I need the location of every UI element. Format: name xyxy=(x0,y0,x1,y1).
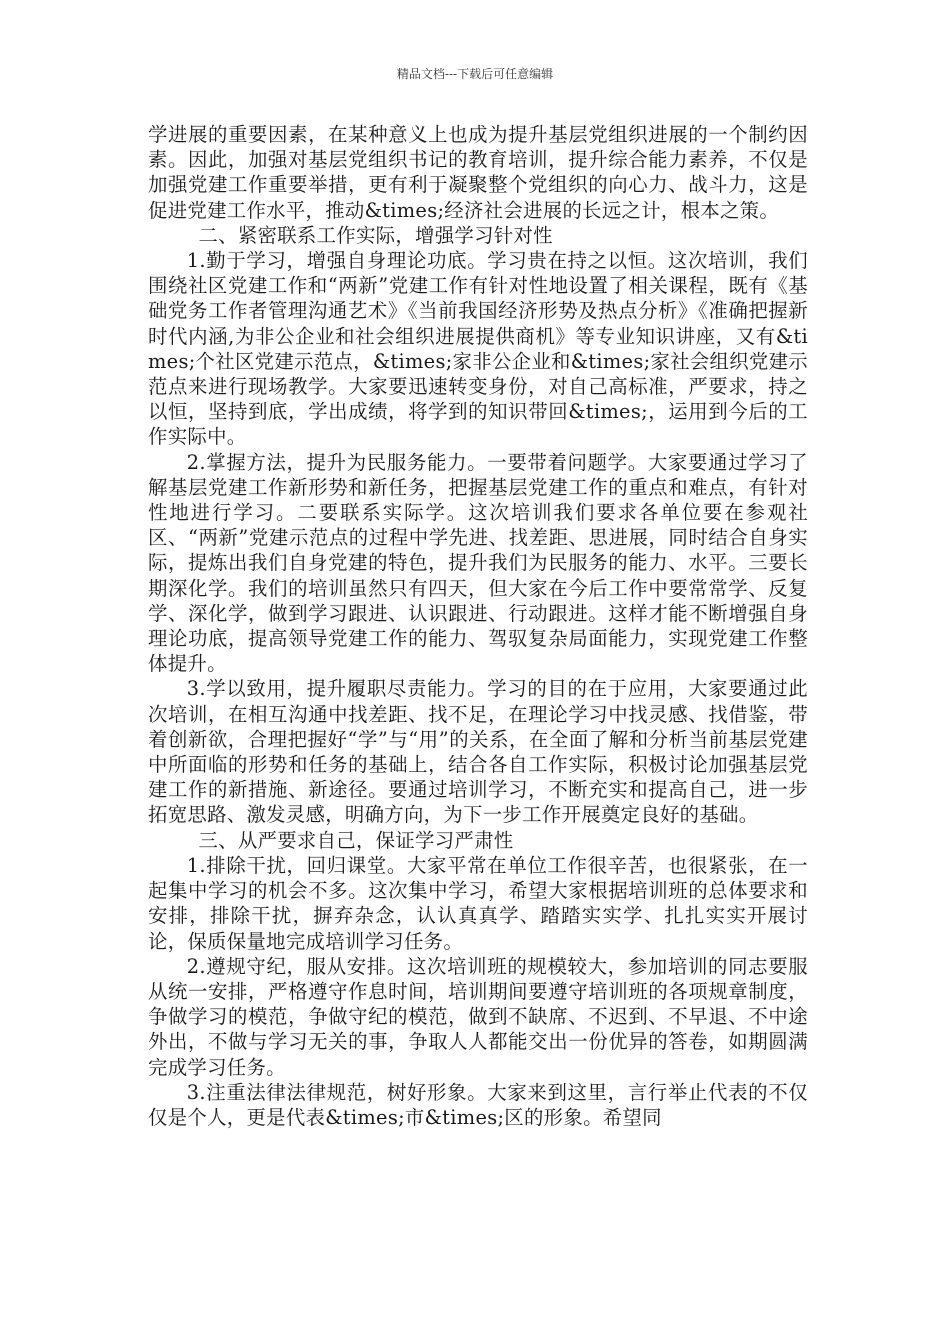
section-heading-3: 三、从严要求自己，保证学习严肃性 xyxy=(198,828,514,852)
paragraph-study-diligently: 1.勤于学习，增强自身理论功底。学习贵在持之以恒。这次培训，我们围绕社区党建工作和“两新”党建工作有针对性地设置了相关课程，既有《基础党务工作者管理沟通艺术》《当前我国经济形势及热点分析》《准确把握新时代内涵,为非公企业和社会组织进展提供商机》等专业知识讲座，又有&times;个社区党建示范点，&times;家非公企业和&times;家社会组织党建示范点来进行现场教学。大家要迅速转变身份，对自己高标准，严要求，持之以恒，坚持到底，学出成绩，将学到的知识带回&times;，运用到今后的工作实际中。 xyxy=(148,249,808,449)
document-body xyxy=(148,122,808,1130)
paragraph-master-methods: 2.掌握方法，提升为民服务能力。一要带着问题学。大家要通过学习了解基层党建工作新形势和新任务，把握基层党建工作的重点和难点，有针对性地进行学习。二要联系实际学。这次培训我们要求各单位要在参观社区、“两新”党建示范点的过程中学先进、找差距、思进展，同时结合自身实际，提炼出我们自身党建的特色，提升我们为民服务的能力、水平。三要长期深化学。我们的培训虽然只有四天，但大家在今后工作中要常常学、反复学、深化学，做到学习跟进、认识跟进、行动跟进。这样才能不断增强自身理论功底，提高领导党建工作的能力、驾驭复杂局面能力，实现党建工作整体提升。 xyxy=(148,450,808,676)
section-heading-2: 二、紧密联系工作实际，增强学习针对性 xyxy=(198,223,553,247)
paragraph-apply-learning: 3.学以致用，提升履职尽责能力。学习的目的在于应用，大家要通过此次培训，在相互沟通中找差距、找不足，在理论学习中找灵感、找借鉴，带着创新欲，合理把握好“学”与“用”的关系，在全面了解和分析当前基层党建中所面临的形势和任务的基础上，结合各自工作实际，积极讨论加强基层党建工作的新措施、新途径。要通过培训学习，不断充实和提高自己，进一步拓宽思路、激发灵感，明确方向，为下一步工作开展奠定良好的基础。 xyxy=(148,677,808,827)
page-header: 精品文档---下载后可任意编辑 xyxy=(396,67,554,81)
paragraph-continuation: 学进展的重要因素，在某种意义上也成为提升基层党组织进展的一个制约因素。因此，加强对基层党组织书记的教育培训，提升综合能力素养，不仅是加强党建工作重要举措，更有利于凝聚整个党组织的向心力、战斗力，这是促进党建工作水平，推动&times;经济社会进展的长远之计，根本之策。 xyxy=(148,123,808,222)
paragraph-follow-rules: 2.遵规守纪，服从安排。这次培训班的规模较大，参加培训的同志要服从统一安排，严格遵守作息时间，培训期间要遵守培训班的各项规章制度，争做学习的模范，争做守纪的模范，做到不缺席、不迟到、不早退、不中途外出，不做与学习无关的事，争取人人都能交出一份优异的答卷，如期圆满完成学习任务。 xyxy=(148,954,808,1079)
paragraph-image: 3.注重法律法律规范，树好形象。大家来到这里，言行举止代表的不仅仅是个人，更是代表&times;市&times;区的形象。希望同 xyxy=(148,1080,808,1129)
paragraph-remove-distractions: 1.排除干扰，回归课堂。大家平常在单位工作很辛苦，也很紧张，在一起集中学习的机会不多。这次集中学习，希望大家根据培训班的总体要求和安排，排除干扰，摒弃杂念，认认真真学、踏踏实实学、扎扎实实开展讨论，保质保量地完成培训学习任务。 xyxy=(148,853,808,953)
